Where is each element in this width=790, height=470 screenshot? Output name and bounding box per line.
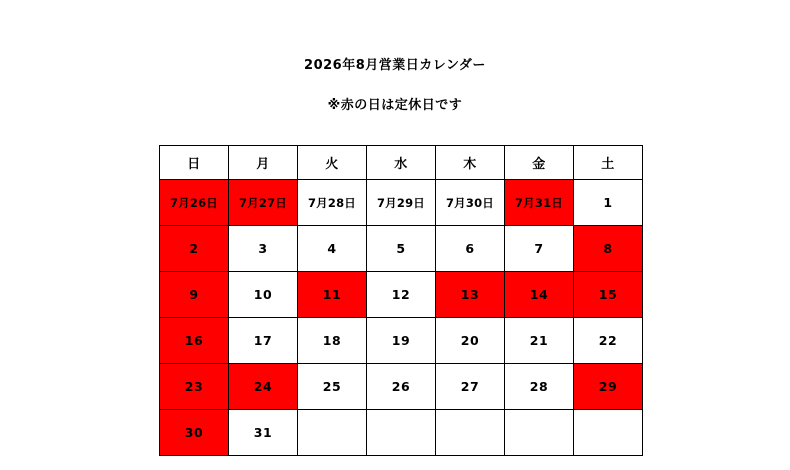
empty-day-cell — [574, 410, 643, 456]
calendar-day-cell: 29 — [574, 364, 643, 410]
calendar-day-cell: 7月29日 — [367, 180, 436, 226]
calendar-day-cell: 8 — [574, 226, 643, 272]
calendar-day-cell: 21 — [505, 318, 574, 364]
calendar-day-cell: 6 — [436, 226, 505, 272]
weekday-header-sat: 土 — [574, 146, 643, 180]
empty-day-cell — [436, 410, 505, 456]
calendar-day-cell: 3 — [229, 226, 298, 272]
calendar-day-cell: 14 — [505, 272, 574, 318]
week-row — [160, 410, 643, 456]
empty-day-cell — [505, 410, 574, 456]
calendar-day-cell: 13 — [436, 272, 505, 318]
calendar-day-cell: 4 — [298, 226, 367, 272]
calendar-day-cell: 7月26日 — [160, 180, 229, 226]
calendar-day-cell: 9 — [160, 272, 229, 318]
weekday-header-sun: 日 — [160, 146, 229, 180]
calendar-day-cell: 26 — [367, 364, 436, 410]
closed-days-note: ※赤の日は定休日です — [327, 98, 463, 113]
empty-day-cell — [367, 410, 436, 456]
calendar-day-cell: 7月30日 — [436, 180, 505, 226]
calendar-day-cell: 24 — [229, 364, 298, 410]
calendar-day-cell: 7月31日 — [505, 180, 574, 226]
week-row — [160, 226, 643, 272]
calendar-day-cell: 30 — [160, 410, 229, 456]
calendar-day-cell: 25 — [298, 364, 367, 410]
calendar-day-cell: 7 — [505, 226, 574, 272]
calendar-day-cell: 11 — [298, 272, 367, 318]
calendar-day-cell: 15 — [574, 272, 643, 318]
calendar-day-cell: 19 — [367, 318, 436, 364]
weekday-header-thu: 木 — [436, 146, 505, 180]
calendar-day-cell: 16 — [160, 318, 229, 364]
weekday-header-fri: 金 — [505, 146, 574, 180]
calendar-day-cell: 31 — [229, 410, 298, 456]
week-row — [160, 318, 643, 364]
calendar-day-cell: 22 — [574, 318, 643, 364]
weekday-header-row — [160, 146, 643, 180]
weekday-header-wed: 水 — [367, 146, 436, 180]
weekday-header-tue: 火 — [298, 146, 367, 180]
week-row — [160, 180, 643, 226]
calendar-day-cell: 18 — [298, 318, 367, 364]
calendar-day-cell: 23 — [160, 364, 229, 410]
calendar-day-cell: 20 — [436, 318, 505, 364]
calendar-day-cell: 7月28日 — [298, 180, 367, 226]
calendar-day-cell: 17 — [229, 318, 298, 364]
weekday-header-mon: 月 — [229, 146, 298, 180]
calendar-day-cell: 10 — [229, 272, 298, 318]
calendar-day-cell: 1 — [574, 180, 643, 226]
week-row — [160, 364, 643, 410]
calendar-body — [160, 146, 643, 456]
calendar-day-cell: 2 — [160, 226, 229, 272]
calendar-table — [159, 145, 643, 456]
empty-day-cell — [298, 410, 367, 456]
page-title: 2026年8月営業日カレンダー — [304, 58, 486, 73]
calendar-day-cell: 7月27日 — [229, 180, 298, 226]
calendar-day-cell: 12 — [367, 272, 436, 318]
calendar-day-cell: 5 — [367, 226, 436, 272]
calendar-day-cell: 28 — [505, 364, 574, 410]
calendar-day-cell: 27 — [436, 364, 505, 410]
week-row — [160, 272, 643, 318]
